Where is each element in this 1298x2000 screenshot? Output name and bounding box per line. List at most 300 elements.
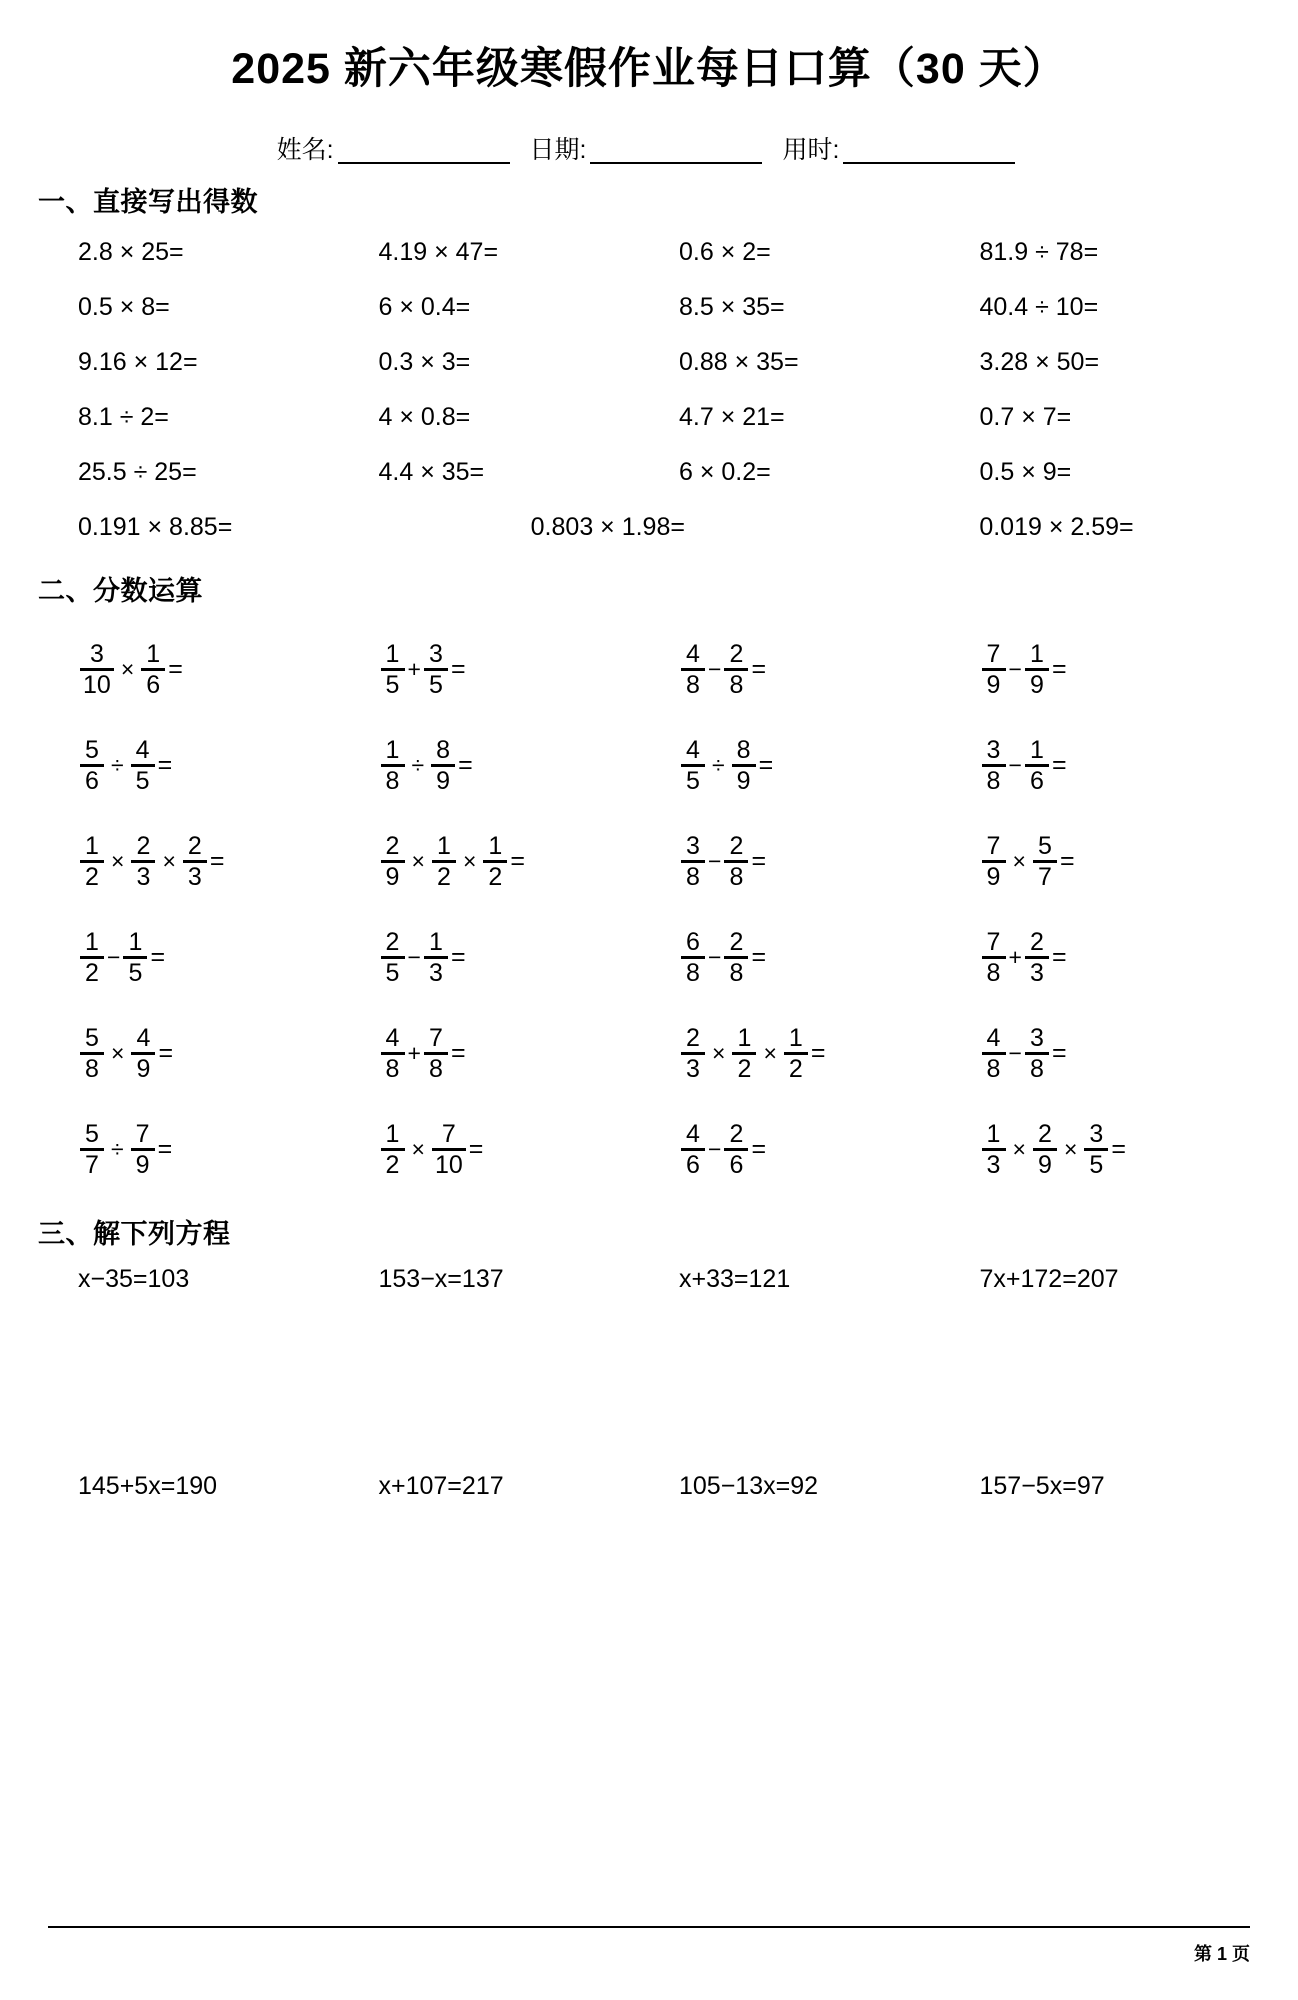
operator-symbol: × xyxy=(712,1040,726,1067)
fraction-denominator: 8 xyxy=(385,766,400,795)
equals-symbol: = xyxy=(468,1135,484,1164)
fraction-numerator: 3 xyxy=(686,832,700,861)
fraction-problem-item xyxy=(649,1006,950,1102)
fraction xyxy=(131,737,155,794)
fraction xyxy=(381,929,405,986)
fraction-numerator: 1 xyxy=(436,832,451,861)
equals-symbol: = xyxy=(168,655,183,684)
fraction-numerator: 4 xyxy=(136,1024,151,1053)
fraction-numerator: 4 xyxy=(135,736,150,765)
fraction-problem-item xyxy=(950,1102,1251,1198)
equation-work-space-2 xyxy=(48,1515,1250,1665)
fraction-numerator: 5 xyxy=(1037,832,1052,861)
operator-symbol: − xyxy=(708,1136,722,1163)
equals-symbol: = xyxy=(751,1135,767,1164)
fraction xyxy=(732,737,756,794)
fraction-problem-item xyxy=(48,814,349,910)
fraction xyxy=(80,641,114,698)
fraction-numerator: 1 xyxy=(488,832,503,861)
fraction-numerator: 6 xyxy=(686,928,700,957)
fraction-problem-item xyxy=(649,910,950,1006)
fraction-expression xyxy=(78,1025,173,1082)
fraction xyxy=(381,641,405,698)
equation-item: 153−x=137 xyxy=(378,1264,504,1293)
fraction-numerator: 2 xyxy=(385,928,400,957)
fraction-numerator: 2 xyxy=(187,832,202,861)
date-field-group xyxy=(530,130,769,166)
equation-item: 145+5x=190 xyxy=(78,1471,218,1500)
equals-symbol: = xyxy=(1051,1039,1067,1068)
fraction-problem-item xyxy=(48,910,349,1006)
fraction-expression xyxy=(78,1121,172,1178)
fraction xyxy=(724,929,748,986)
fraction-expression xyxy=(679,641,766,698)
section-1-heading: 一、直接写出得数 xyxy=(38,186,258,217)
fraction-denominator: 7 xyxy=(85,1150,99,1179)
fraction-expression xyxy=(379,833,525,890)
fraction-numerator: 1 xyxy=(737,1024,752,1053)
page-footer xyxy=(48,1926,1250,1966)
operator-symbol: × xyxy=(1012,1136,1026,1163)
equation-work-space-1 xyxy=(48,1308,1250,1458)
fraction-numerator: 7 xyxy=(986,928,1001,957)
fraction-denominator: 10 xyxy=(83,670,111,699)
equals-symbol: = xyxy=(458,751,473,780)
problem-item: 6 × 0.4= xyxy=(378,292,471,321)
fraction xyxy=(381,833,405,890)
fraction-problem-item xyxy=(349,814,650,910)
fraction xyxy=(982,641,1006,698)
fraction xyxy=(982,833,1006,890)
fraction-expression xyxy=(379,1025,466,1082)
fraction-expression xyxy=(679,833,766,890)
fraction xyxy=(681,1121,705,1178)
fraction-numerator: 8 xyxy=(436,736,451,765)
name-label: 姓名: xyxy=(276,135,334,164)
fraction-numerator: 1 xyxy=(128,928,143,957)
fraction xyxy=(141,641,165,698)
fraction-denominator: 5 xyxy=(1089,1150,1104,1179)
name-blank-line[interactable] xyxy=(338,142,510,164)
equation-item: 105−13x=92 xyxy=(679,1471,819,1500)
fraction-problem-item xyxy=(950,622,1251,718)
fraction xyxy=(80,833,104,890)
problem-item: 4.4 × 35= xyxy=(378,457,485,486)
fraction-numerator: 3 xyxy=(428,640,443,669)
fraction-numerator: 2 xyxy=(729,928,744,957)
problem-item: 0.191 × 8.85= xyxy=(78,512,233,541)
fraction-expression xyxy=(980,737,1067,794)
fraction xyxy=(1033,833,1057,890)
equation-item: x+33=121 xyxy=(679,1264,791,1293)
operator-symbol: + xyxy=(407,1040,421,1067)
fraction xyxy=(381,1121,405,1178)
operator-symbol: × xyxy=(120,656,135,683)
fraction xyxy=(424,929,448,986)
problem-item: 0.019 × 2.59= xyxy=(979,512,1134,541)
fraction-denominator: 3 xyxy=(986,1150,1001,1179)
fraction-denominator: 8 xyxy=(729,862,744,891)
fraction-numerator: 4 xyxy=(686,736,700,765)
fraction-expression xyxy=(980,1025,1067,1082)
fraction-denominator: 9 xyxy=(385,862,400,891)
fraction-expression xyxy=(980,1121,1126,1178)
fraction-problem-item xyxy=(48,718,349,814)
fraction xyxy=(681,833,705,890)
fraction-problem-item xyxy=(649,814,950,910)
fraction-numerator: 4 xyxy=(385,1024,400,1053)
problem-item: 4.19 × 47= xyxy=(378,237,499,266)
fraction-numerator: 4 xyxy=(686,1120,700,1149)
operator-symbol: ÷ xyxy=(111,752,124,779)
fraction xyxy=(424,1025,448,1082)
fraction-problem-item xyxy=(48,1006,349,1102)
fraction xyxy=(381,1025,405,1082)
operator-symbol: × xyxy=(1012,848,1026,875)
fraction-denominator: 5 xyxy=(686,766,700,795)
fraction-denominator: 8 xyxy=(686,862,700,891)
fraction-denominator: 8 xyxy=(686,958,700,987)
time-field-group xyxy=(782,130,1021,166)
equals-symbol: = xyxy=(157,751,173,780)
fraction xyxy=(131,1025,155,1082)
fraction-numerator: 1 xyxy=(385,1120,400,1149)
equals-symbol: = xyxy=(810,1039,826,1068)
fraction-denominator: 6 xyxy=(729,1150,744,1179)
problem-item: 0.803 × 1.98= xyxy=(530,512,685,541)
section-3-heading: 三、解下列方程 xyxy=(38,1218,231,1249)
equals-symbol: = xyxy=(751,847,767,876)
fraction xyxy=(982,1025,1006,1082)
fraction-problem-item xyxy=(950,910,1251,1006)
operator-symbol: − xyxy=(1008,1040,1022,1067)
section-1-wide-row xyxy=(48,500,1250,555)
fraction-denominator: 9 xyxy=(986,670,1001,699)
fraction xyxy=(80,1025,104,1082)
fraction xyxy=(681,641,705,698)
problem-item: 3.28 × 50= xyxy=(979,347,1100,376)
fraction xyxy=(432,833,456,890)
problem-item: 6 × 0.2= xyxy=(679,457,771,486)
fraction xyxy=(784,1025,808,1082)
section-3-grid-row-2 xyxy=(48,1458,1250,1515)
fraction-denominator: 2 xyxy=(436,862,451,891)
operator-symbol: × xyxy=(111,848,125,875)
equals-symbol: = xyxy=(510,847,525,876)
fraction xyxy=(1033,1121,1057,1178)
fraction-denominator: 8 xyxy=(729,670,744,699)
fraction-denominator: 9 xyxy=(436,766,451,795)
fraction-denominator: 2 xyxy=(85,958,99,987)
fraction-denominator: 8 xyxy=(729,958,744,987)
section-2-grid xyxy=(48,622,1250,1198)
fraction-denominator: 2 xyxy=(737,1054,752,1083)
problem-item: 8.5 × 35= xyxy=(679,292,785,321)
fraction xyxy=(1025,737,1049,794)
fraction-denominator: 6 xyxy=(1029,766,1044,795)
fraction-problem-item xyxy=(649,622,950,718)
fraction-denominator: 8 xyxy=(986,1054,1001,1083)
problem-item: 4 × 0.8= xyxy=(378,402,471,431)
problem-item: 8.1 ÷ 2= xyxy=(78,402,169,431)
equals-symbol: = xyxy=(450,943,466,972)
fraction-expression xyxy=(78,641,183,698)
fraction-denominator: 7 xyxy=(1037,862,1052,891)
equals-symbol: = xyxy=(158,1039,174,1068)
fraction-expression xyxy=(78,737,172,794)
fraction-expression xyxy=(980,641,1067,698)
fraction-numerator: 2 xyxy=(729,1120,744,1149)
fraction-numerator: 5 xyxy=(85,736,99,765)
fraction-numerator: 2 xyxy=(1037,1120,1052,1149)
name-field-group xyxy=(277,130,516,166)
fraction-denominator: 8 xyxy=(986,958,1001,987)
operator-symbol: × xyxy=(411,848,425,875)
operator-symbol: × xyxy=(411,1136,425,1163)
fraction xyxy=(982,929,1006,986)
fraction-denominator: 10 xyxy=(434,1150,463,1179)
fraction xyxy=(982,737,1006,794)
operator-symbol: − xyxy=(107,944,121,971)
fraction-denominator: 9 xyxy=(1029,670,1044,699)
fraction-expression xyxy=(379,641,466,698)
fraction-denominator: 9 xyxy=(135,1150,150,1179)
fraction-numerator: 1 xyxy=(85,928,99,957)
fraction-denominator: 8 xyxy=(428,1054,443,1083)
fraction-numerator: 3 xyxy=(1029,1024,1044,1053)
operator-symbol: − xyxy=(708,656,722,683)
fraction-numerator: 8 xyxy=(736,736,751,765)
fraction-denominator: 3 xyxy=(1029,958,1044,987)
fraction-numerator: 1 xyxy=(428,928,443,957)
section-3-grid-row-1 xyxy=(48,1251,1250,1308)
fraction-numerator: 2 xyxy=(385,832,400,861)
fraction-numerator: 7 xyxy=(986,640,1001,669)
problem-item: 0.5 × 8= xyxy=(78,292,170,321)
fraction xyxy=(80,1121,104,1178)
fraction-numerator: 3 xyxy=(986,736,1001,765)
fraction xyxy=(80,737,104,794)
fraction-denominator: 6 xyxy=(686,1150,700,1179)
equals-symbol: = xyxy=(1051,751,1067,780)
fraction-denominator: 5 xyxy=(135,766,150,795)
problem-item: 0.6 × 2= xyxy=(679,237,771,266)
fraction-denominator: 8 xyxy=(85,1054,99,1083)
fraction xyxy=(724,1121,748,1178)
operator-symbol: − xyxy=(407,944,421,971)
problem-item: 4.7 × 21= xyxy=(679,402,785,431)
problem-item: 40.4 ÷ 10= xyxy=(979,292,1099,321)
equals-symbol: = xyxy=(450,655,466,684)
fraction-expression xyxy=(379,737,473,794)
equals-symbol: = xyxy=(209,847,225,876)
fraction xyxy=(732,1025,756,1082)
fraction-numerator: 1 xyxy=(146,640,161,669)
problem-item: 0.3 × 3= xyxy=(378,347,471,376)
fraction-expression xyxy=(379,929,466,986)
equals-symbol: = xyxy=(157,1135,173,1164)
fraction-denominator: 9 xyxy=(1037,1150,1052,1179)
fraction-expression xyxy=(980,929,1067,986)
operator-symbol: − xyxy=(1008,752,1022,779)
fraction-denominator: 3 xyxy=(686,1054,700,1083)
fraction xyxy=(724,641,748,698)
operator-symbol: ÷ xyxy=(411,752,425,779)
equals-symbol: = xyxy=(1111,1135,1126,1164)
fraction-denominator: 9 xyxy=(986,862,1001,891)
fraction-problem-item xyxy=(349,718,650,814)
fraction-expression xyxy=(78,833,224,890)
fraction-numerator: 1 xyxy=(385,640,400,669)
operator-symbol: ÷ xyxy=(712,752,725,779)
fraction-numerator: 3 xyxy=(1089,1120,1104,1149)
fraction-problem-item xyxy=(48,622,349,718)
operator-symbol: × xyxy=(111,1040,125,1067)
fraction-numerator: 7 xyxy=(441,1120,456,1149)
operator-symbol: + xyxy=(407,656,421,683)
equation-item: 7x+172=207 xyxy=(979,1264,1119,1293)
operator-symbol: − xyxy=(708,848,722,875)
fraction-denominator: 3 xyxy=(187,862,202,891)
time-label: 用时: xyxy=(782,135,840,164)
fraction xyxy=(123,929,147,986)
fraction-problem-item xyxy=(48,1102,349,1198)
operator-symbol: − xyxy=(708,944,722,971)
fraction-numerator: 5 xyxy=(85,1120,99,1149)
problem-item: 0.7 × 7= xyxy=(979,402,1072,431)
problem-item: 81.9 ÷ 78= xyxy=(979,237,1099,266)
section-2-heading: 二、分数运算 xyxy=(38,575,203,606)
fraction xyxy=(483,833,507,890)
fraction-denominator: 5 xyxy=(428,670,443,699)
fraction xyxy=(681,1025,705,1082)
fraction xyxy=(183,833,207,890)
fraction-denominator: 6 xyxy=(85,766,99,795)
fraction-numerator: 2 xyxy=(136,832,151,861)
operator-symbol: × xyxy=(763,1040,777,1067)
operator-symbol: − xyxy=(1008,656,1022,683)
equals-symbol: = xyxy=(150,943,166,972)
fraction xyxy=(432,1121,466,1178)
problem-item: 0.88 × 35= xyxy=(679,347,799,376)
fraction-denominator: 2 xyxy=(788,1054,803,1083)
fraction-numerator: 3 xyxy=(89,640,104,669)
fraction xyxy=(381,737,405,794)
equals-symbol: = xyxy=(1051,943,1067,972)
fraction-expression xyxy=(679,737,773,794)
fraction-expression xyxy=(379,1121,484,1178)
fraction-denominator: 8 xyxy=(1029,1054,1044,1083)
time-blank-line[interactable] xyxy=(843,142,1015,164)
section-1-grid xyxy=(48,225,1250,500)
page-number: 第 1 页 xyxy=(1193,1944,1250,1964)
operator-symbol: × xyxy=(462,848,477,875)
problem-item: 2.8 × 25= xyxy=(78,237,184,266)
equals-symbol: = xyxy=(450,1039,466,1068)
fraction xyxy=(982,1121,1006,1178)
fraction-numerator: 1 xyxy=(1029,736,1044,765)
fraction-problem-item xyxy=(649,718,950,814)
fraction-numerator: 7 xyxy=(135,1120,150,1149)
fraction-denominator: 8 xyxy=(385,1054,400,1083)
fraction xyxy=(681,737,705,794)
fraction-denominator: 2 xyxy=(385,1150,400,1179)
fraction-expression xyxy=(78,929,165,986)
fraction xyxy=(80,929,104,986)
fraction-problem-item xyxy=(950,718,1251,814)
fraction-numerator: 2 xyxy=(729,640,744,669)
problem-item: 0.5 × 9= xyxy=(979,457,1072,486)
fraction-denominator: 5 xyxy=(385,958,400,987)
fraction-problem-item xyxy=(950,1006,1251,1102)
equals-symbol: = xyxy=(1059,847,1075,876)
fraction-numerator: 4 xyxy=(686,640,700,669)
fraction-numerator: 1 xyxy=(85,832,99,861)
fraction-denominator: 2 xyxy=(85,862,99,891)
fraction-denominator: 9 xyxy=(736,766,751,795)
date-blank-line[interactable] xyxy=(590,142,762,164)
fraction-denominator: 8 xyxy=(686,670,700,699)
operator-symbol: × xyxy=(162,848,176,875)
fraction-denominator: 3 xyxy=(136,862,151,891)
operator-symbol: × xyxy=(1063,1136,1078,1163)
fraction-numerator: 2 xyxy=(686,1024,700,1053)
fraction xyxy=(431,737,455,794)
fraction xyxy=(131,833,155,890)
fraction-numerator: 7 xyxy=(428,1024,443,1053)
fraction-numerator: 1 xyxy=(986,1120,1001,1149)
page-title: 2025 新六年级寒假作业每日口算（30 天） xyxy=(231,45,1067,93)
operator-symbol: + xyxy=(1008,944,1022,971)
fraction-problem-item xyxy=(649,1102,950,1198)
fraction xyxy=(1025,929,1049,986)
fraction-numerator: 2 xyxy=(729,832,744,861)
fraction-denominator: 5 xyxy=(385,670,400,699)
fraction-expression xyxy=(980,833,1075,890)
fraction-problem-item xyxy=(349,622,650,718)
student-info-row xyxy=(48,130,1250,166)
fraction-numerator: 1 xyxy=(1029,640,1044,669)
fraction-problem-item xyxy=(950,814,1251,910)
fraction-numerator: 1 xyxy=(385,736,400,765)
fraction-denominator: 6 xyxy=(146,670,161,699)
date-label: 日期: xyxy=(529,135,587,164)
fraction xyxy=(131,1121,155,1178)
equation-item: x+107=217 xyxy=(378,1471,504,1500)
fraction xyxy=(1025,641,1049,698)
fraction-problem-item xyxy=(349,910,650,1006)
equals-symbol: = xyxy=(751,943,767,972)
fraction-numerator: 1 xyxy=(788,1024,803,1053)
fraction-numerator: 2 xyxy=(1029,928,1044,957)
fraction xyxy=(724,833,748,890)
operator-symbol: ÷ xyxy=(111,1136,124,1163)
equation-item: 157−5x=97 xyxy=(979,1471,1105,1500)
fraction-denominator: 5 xyxy=(128,958,143,987)
fraction xyxy=(1025,1025,1049,1082)
fraction xyxy=(1084,1121,1108,1178)
fraction xyxy=(424,641,448,698)
fraction-numerator: 4 xyxy=(986,1024,1001,1053)
fraction-denominator: 8 xyxy=(986,766,1001,795)
fraction-expression xyxy=(679,929,766,986)
equation-item: x−35=103 xyxy=(78,1264,190,1293)
equals-symbol: = xyxy=(751,655,767,684)
fraction-denominator: 2 xyxy=(488,862,503,891)
fraction-expression xyxy=(679,1121,766,1178)
fraction-numerator: 5 xyxy=(85,1024,99,1053)
fraction-denominator: 9 xyxy=(136,1054,151,1083)
